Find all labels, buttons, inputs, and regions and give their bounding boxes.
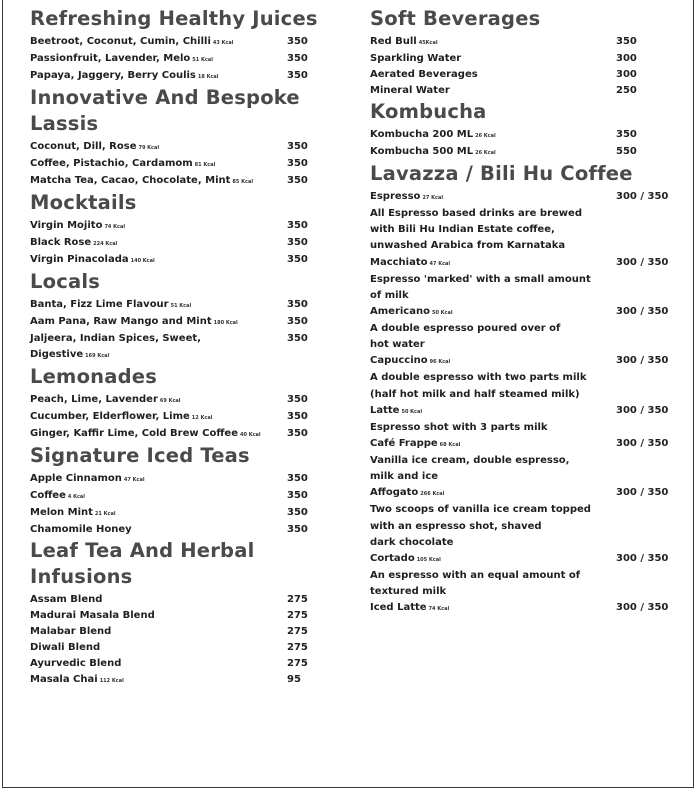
- menu-item: [30, 608, 320, 624]
- menu-item: [370, 51, 675, 67]
- kcal-label: 74 Kcal: [104, 224, 126, 230]
- item-price: 350: [287, 220, 308, 231]
- item-price: 350: [287, 411, 308, 422]
- item-price: 350: [287, 333, 308, 344]
- item-price: 300: [616, 53, 637, 64]
- item-name: Chamomile Honey: [30, 524, 132, 535]
- item-name: Café Frappe: [370, 438, 438, 450]
- menu-item: [30, 392, 320, 409]
- item-price: 275: [287, 594, 308, 605]
- item-price: 350: [287, 299, 308, 310]
- kcal-label: 27 Kcal: [422, 195, 444, 201]
- section-title: Signature Iced Teas: [30, 444, 250, 467]
- section-title: Lavazza / Bili Hu Coffee: [370, 162, 633, 185]
- item-name: Virgin Pinacolada: [30, 254, 129, 265]
- kcal-label: 180 Kcal: [213, 320, 238, 326]
- menu-item: [30, 139, 320, 156]
- kcal-label: 266 Kcal: [420, 491, 445, 498]
- item-name: Iced Latte: [370, 602, 427, 614]
- kcal-label: 105 Kcal: [416, 557, 441, 564]
- item-name: Diwali Blend: [30, 642, 101, 653]
- menu-item: [30, 656, 320, 672]
- item-price: 350: [287, 53, 308, 64]
- menu-section: [30, 364, 320, 443]
- item-name: Coconut, Dill, Rose: [30, 141, 137, 152]
- kcal-label: 47 Kcal: [429, 260, 451, 267]
- item-name: Aam Pana, Raw Mango and Mint: [30, 316, 212, 327]
- kcal-label: 224 Kcal: [93, 241, 118, 247]
- item-name: Espresso: [370, 191, 421, 202]
- menu-item: [30, 624, 320, 640]
- item-name: Kombucha 200 ML: [370, 129, 474, 140]
- item-price: 300 / 350: [616, 553, 669, 565]
- item-price: 300 / 350: [616, 256, 669, 268]
- menu-item: [370, 304, 675, 321]
- section-title: Locals: [30, 270, 101, 293]
- menu-section: [30, 6, 320, 85]
- item-price: 275: [287, 658, 308, 669]
- item-name: Capuccino: [370, 355, 428, 367]
- item-name: Mineral Water: [370, 85, 450, 96]
- item-price: 300 / 350: [616, 438, 669, 450]
- item-price: 250: [616, 85, 637, 96]
- menu-item: [30, 173, 320, 190]
- menu-item: [370, 144, 675, 161]
- kcal-label: 40 Kcal: [240, 432, 261, 438]
- menu-item: [30, 426, 320, 443]
- item-price: 300 / 350: [616, 487, 669, 499]
- menu-item: [370, 551, 675, 568]
- item-name: Peach, Lime, Lavender: [30, 394, 158, 405]
- item-name: Kombucha 500 ML: [370, 146, 474, 157]
- kcal-label: 26 Kcal: [475, 133, 496, 139]
- item-description: Espresso 'marked' with a small amount of milk: [370, 273, 591, 301]
- item-price: 350: [287, 70, 308, 81]
- kcal-label: 112 Kcal: [99, 678, 124, 684]
- item-name: Cucumber, Elderflower, Lime: [30, 411, 190, 422]
- menu-item: [30, 297, 320, 314]
- menu-item: [370, 600, 675, 617]
- kcal-label: 51 Kcal: [170, 303, 192, 309]
- item-price: 95: [287, 674, 301, 685]
- menu-item: [30, 218, 320, 235]
- section-title: Mocktails: [30, 191, 137, 214]
- item-name: Papaya, Jaggery, Berry Coulis: [30, 70, 196, 81]
- kcal-label: 140 Kcal: [130, 258, 155, 264]
- item-name: Macchiato: [370, 256, 428, 268]
- section-title: Leaf Tea And Herbal Infusions: [30, 539, 255, 588]
- menu-item: [30, 471, 320, 488]
- item-name: Banta, Fizz Lime Flavour: [30, 299, 169, 310]
- item-name: Affogato: [370, 487, 419, 499]
- item-price: 300 / 350: [616, 306, 669, 318]
- item-price: 300 / 350: [616, 404, 669, 416]
- kcal-label: 47 Kcal: [123, 477, 145, 483]
- section-title: Innovative And Bespoke Lassis: [30, 86, 300, 135]
- kcal-label: 26 Kcal: [475, 150, 496, 156]
- kcal-label: 12 Kcal: [191, 415, 213, 421]
- menu-item: [30, 235, 320, 252]
- menu-section: [370, 6, 675, 99]
- item-name: Coffee: [30, 490, 66, 501]
- item-name: Aerated Beverages: [370, 69, 478, 80]
- menu-item: [30, 51, 320, 68]
- menu-section: [30, 85, 320, 190]
- item-name: Melon Mint: [30, 507, 93, 518]
- item-name: Cortado: [370, 553, 415, 565]
- item-name: Ginger, Kaffir Lime, Cold Brew Coffee: [30, 428, 238, 439]
- item-description: Vanilla ice cream, double espresso, milk and ice: [370, 455, 570, 483]
- item-price: 350: [287, 141, 308, 152]
- item-price: 275: [287, 642, 308, 653]
- item-name: Apple Cinnamon: [30, 473, 122, 484]
- item-price: 350: [287, 428, 308, 439]
- item-description: An espresso with an equal amount of textured milk: [370, 570, 581, 598]
- item-name: Sparkling Water: [370, 53, 462, 64]
- item-name: Passionfruit, Lavender, Melo: [30, 53, 191, 64]
- menu-item: [370, 403, 675, 420]
- kcal-label: 69 Kcal: [159, 398, 181, 404]
- item-price: 350: [287, 237, 308, 248]
- item-name: Ayurvedic Blend: [30, 658, 122, 669]
- item-price: 350: [287, 524, 308, 535]
- kcal-label: 81 Kcal: [194, 162, 216, 168]
- menu-item: [370, 127, 675, 144]
- kcal-label: 21 Kcal: [94, 511, 116, 517]
- menu-item: [370, 436, 675, 453]
- menu-item: [30, 347, 320, 364]
- menu-item: [30, 314, 320, 331]
- kcal-label: 4 Kcal: [67, 494, 86, 500]
- item-price: 350: [287, 254, 308, 265]
- right-column: [370, 6, 675, 617]
- item-name: Jaljeera, Indian Spices, Sweet,: [30, 333, 201, 344]
- left-column: [30, 6, 320, 689]
- item-name: Malabar Blend: [30, 626, 112, 637]
- item-price: 300 / 350: [616, 355, 669, 367]
- menu-item: [370, 255, 675, 272]
- menu-item: [30, 522, 320, 538]
- item-price: 300 / 350: [616, 191, 669, 202]
- menu-item: [30, 68, 320, 85]
- kcal-label: 79 Kcal: [138, 145, 160, 151]
- kcal-label: 85 Kcal: [232, 179, 254, 185]
- kcal-label: 50 Kcal: [401, 408, 423, 415]
- menu-item: [30, 252, 320, 269]
- kcal-label: 169 Kcal: [85, 353, 110, 359]
- item-price: 275: [287, 610, 308, 621]
- item-description: A double espresso with two parts milk (half hot milk and half steamed milk): [370, 372, 587, 400]
- item-price: 350: [287, 175, 308, 186]
- item-price: 550: [616, 146, 637, 157]
- item-price: 350: [287, 36, 308, 47]
- item-price: 350: [287, 158, 308, 169]
- item-description: Two scoops of vanilla ice cream topped with an espresso shot, shaved dark chocolate: [370, 504, 591, 548]
- item-name: Digestive: [30, 349, 84, 360]
- menu-item: [370, 485, 675, 502]
- item-price: 350: [287, 316, 308, 327]
- menu-item: [370, 353, 675, 370]
- item-name: Latte: [370, 404, 400, 416]
- item-name: Virgin Mojito: [30, 220, 103, 231]
- section-title: Lemonades: [30, 365, 157, 388]
- menu-section: [30, 269, 320, 364]
- item-description: Espresso shot with 3 parts milk: [370, 421, 548, 433]
- menu-item: [370, 67, 675, 83]
- item-name: Black Rose: [30, 237, 92, 248]
- kcal-label: 68 Kcal: [439, 442, 461, 449]
- menu-item: [30, 34, 320, 51]
- menu-section: [30, 443, 320, 538]
- item-description: A double espresso poured over of hot water: [370, 323, 561, 351]
- item-name: Beetroot, Coconut, Cumin, Chilli: [30, 36, 211, 47]
- item-name: Masala Chai: [30, 674, 98, 685]
- menu-item: [370, 34, 675, 51]
- item-price: 350: [287, 490, 308, 501]
- kcal-label: 50 Kcal: [431, 310, 453, 317]
- menu-item: [30, 156, 320, 173]
- menu-item: [370, 83, 675, 99]
- kcal-label: 45Kcal: [418, 40, 438, 46]
- section-title: Soft Beverages: [370, 7, 541, 30]
- kcal-label: 96 Kcal: [429, 359, 451, 366]
- item-name: Red Bull: [370, 36, 417, 47]
- menu-item: [30, 640, 320, 656]
- item-price: 300: [616, 69, 637, 80]
- menu-item: [30, 505, 320, 522]
- section-title: Refreshing Healthy Juices: [30, 7, 318, 30]
- item-name: Americano: [370, 306, 430, 318]
- item-price: 300 / 350: [616, 602, 669, 614]
- menu-item: [30, 409, 320, 426]
- kcal-label: 43 Kcal: [212, 40, 234, 46]
- item-name: Coffee, Pistachio, Cardamom: [30, 158, 193, 169]
- section-title: Kombucha: [370, 100, 487, 123]
- menu-item: [30, 331, 320, 347]
- item-description: All Espresso based drinks are brewed with Bili Hu Indian Estate coffee, unwashed Arabica from Karnataka: [370, 208, 582, 252]
- item-price: 350: [287, 473, 308, 484]
- kcal-label: 74 Kcal: [428, 606, 450, 613]
- item-name: Matcha Tea, Cacao, Chocolate, Mint: [30, 175, 231, 186]
- item-name: Madurai Masala Blend: [30, 610, 155, 621]
- kcal-label: 18 Kcal: [197, 74, 219, 80]
- menu-item: [370, 189, 675, 206]
- menu-section: [30, 190, 320, 269]
- item-price: 275: [287, 626, 308, 637]
- menu-item: [30, 592, 320, 608]
- item-price: 350: [616, 129, 637, 140]
- menu-section: [30, 538, 320, 689]
- item-price: 350: [287, 394, 308, 405]
- kcal-label: 51 Kcal: [192, 57, 213, 63]
- menu-section: [370, 99, 675, 161]
- menu-item: [30, 672, 320, 689]
- item-name: Assam Blend: [30, 594, 103, 605]
- menu-section: [370, 161, 675, 617]
- item-price: 350: [616, 36, 637, 47]
- item-price: 350: [287, 507, 308, 518]
- menu-item: [30, 488, 320, 505]
